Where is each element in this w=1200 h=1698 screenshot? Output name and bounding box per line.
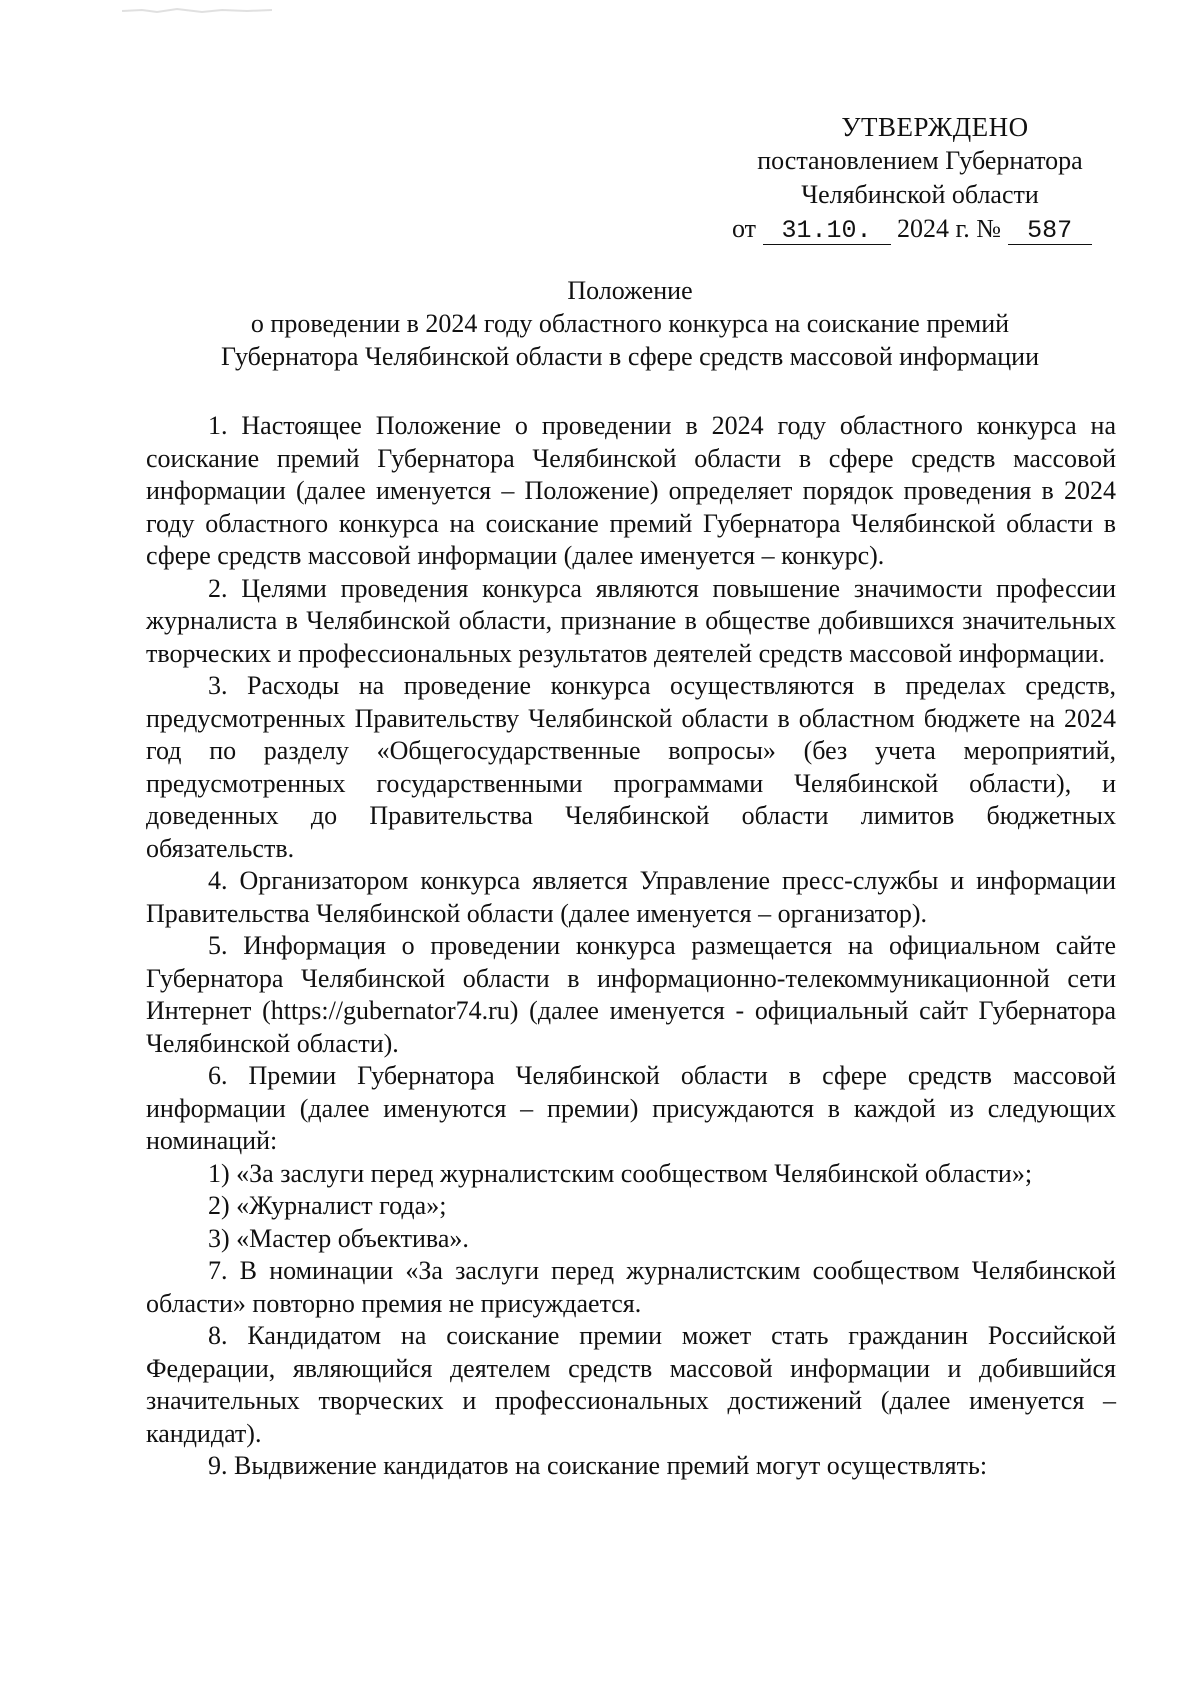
title-line-2: о проведении в 2024 году областного конкурса на соискание премий bbox=[250, 309, 1010, 338]
paragraph-9: 9. Выдвижение кандидатов на соискание премий могут осуществлять: bbox=[208, 1451, 988, 1480]
approval-line-2: Челябинской области bbox=[801, 180, 1039, 209]
title-line-3: Губернатора Челябинской области в сфере средств массовой информации bbox=[220, 342, 1040, 371]
year-number-label: 2024 г. № bbox=[897, 214, 1002, 243]
approval-date-line bbox=[720, 212, 1120, 246]
document-body bbox=[146, 410, 1116, 1483]
paragraph-2: 2. Целями проведения конкурса являются повышение значимости профессии журналиста в Челябинской области, признание в обществе добившихся значительных творческих и профессиональных результатов деятелей средств массовой информации. bbox=[146, 573, 1116, 668]
paragraph-4: 4. Организатором конкурса является Управление пресс-службы и информации Правительства Челябинской области (далее именуется – организатор). bbox=[146, 866, 1116, 928]
scan-artifact bbox=[122, 6, 272, 16]
paragraph-6: 6. Премии Губернатора Челябинской области в сфере средств массовой информации (далее именуются – премии) присуждаются в каждой из следующих номинаций: bbox=[146, 1061, 1116, 1155]
date-prefix: от bbox=[732, 214, 757, 243]
approval-block bbox=[720, 110, 1120, 246]
approval-heading: УТВЕРЖДЕНО bbox=[841, 112, 1029, 142]
decree-number: 587 bbox=[1008, 218, 1092, 245]
paragraph-8: 8. Кандидатом на соискание премии может стать гражданин Российской Федерации, являющийся деятелем средств массовой информации и добившийся значительных творческих и профессиональных достижений (далее именуется – кандидат). bbox=[146, 1321, 1116, 1448]
paragraph-7: 7. В номинации «За заслуги перед журналистским сообществом Челябинской области» повторно премия не присуждается. bbox=[146, 1256, 1116, 1318]
paragraph-3: 3. Расходы на проведение конкурса осуществляются в пределах средств, предусмотренных Правительству Челябинской области в областном бюджете на 2024 год по разделу «Общегосударственные вопросы» (без учета мероприятий, предусмотренных государственными программами Челябинской области), и доведенных до Правительства Челябинской области лимитов бюджетных обязательств. bbox=[146, 671, 1116, 863]
nomination-3: 3) «Мастер объектива». bbox=[208, 1223, 469, 1253]
nomination-1: 1) «За заслуги перед журналистским сообществом Челябинской области»; bbox=[208, 1158, 1033, 1188]
paragraph-5: 5. Информация о проведении конкурса размещается на официальном сайте Губернатора Челябинской области в информационно-телекоммуникационной сети Интернет (https://gubernator74.ru) (далее именуется - официальный сайт Губернатора Челябинской области). bbox=[146, 931, 1116, 1058]
title-line-1: Положение bbox=[567, 276, 693, 305]
document-title bbox=[150, 274, 1110, 373]
nomination-2: 2) «Журналист года»; bbox=[208, 1191, 447, 1220]
paragraph-1: 1. Настоящее Положение о проведении в 2024 году областного конкурса на соискание премий Губернатора Челябинской области в сфере средств массовой информации (далее именуется – Положение) определяет порядок проведения в 2024 году областного конкурса на соискание премий Губернатора Челябинской области в сфере средств массовой информации (далее именуется – конкурс). bbox=[146, 411, 1116, 570]
approval-line-1: постановлением Губернатора bbox=[757, 146, 1083, 175]
date-value: 31.10. bbox=[763, 218, 891, 245]
